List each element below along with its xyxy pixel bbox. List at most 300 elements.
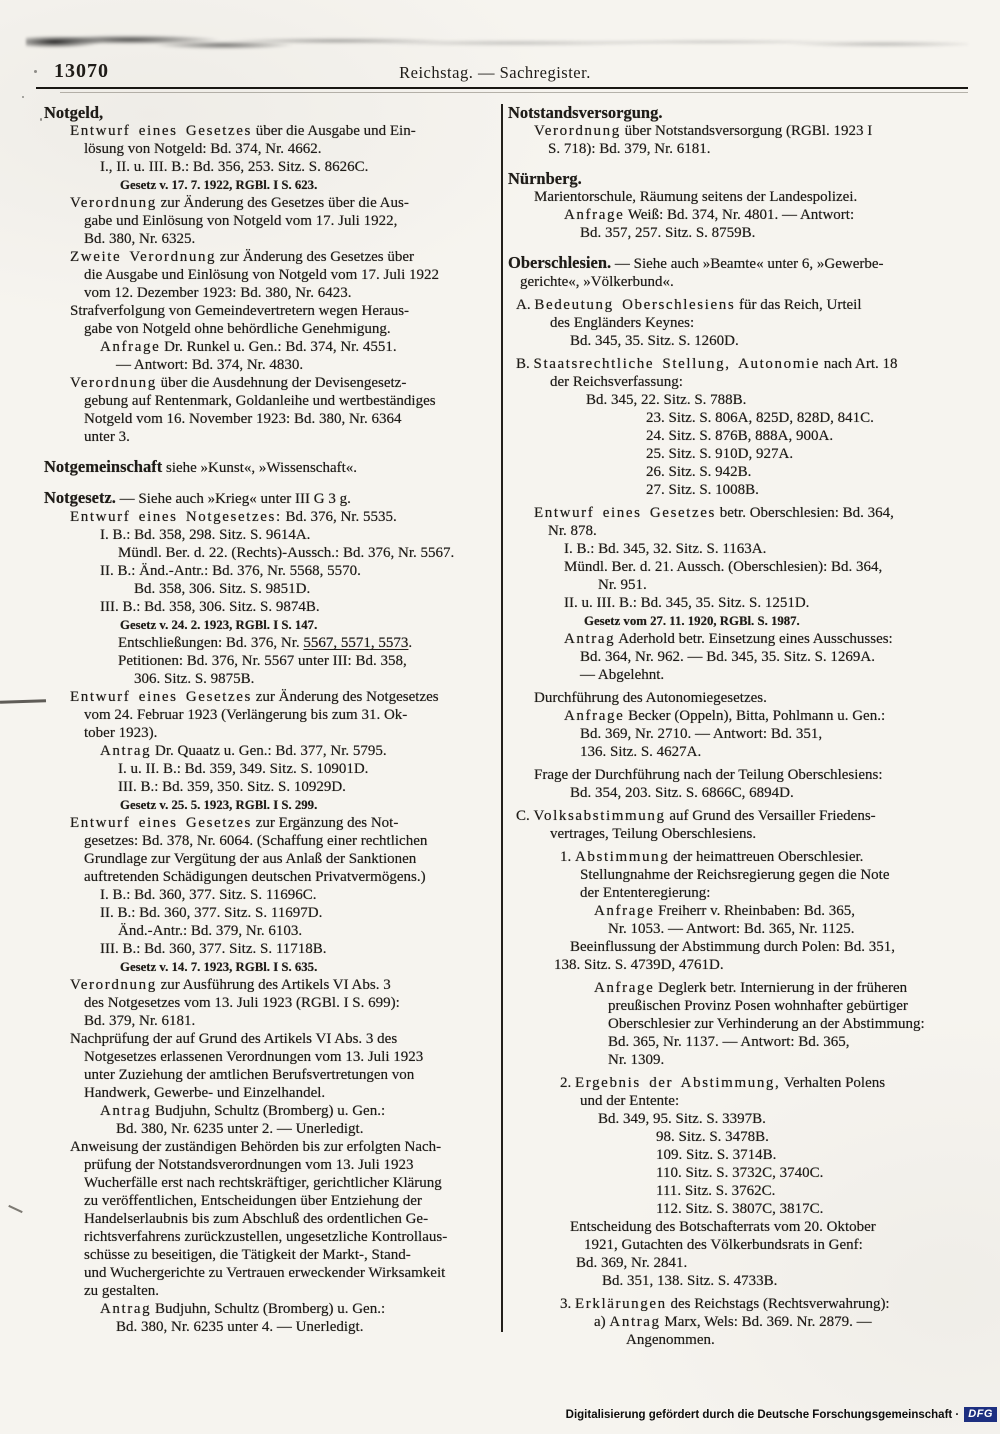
text-run: 1. (560, 849, 575, 865)
text-run: Bd. 365, Nr. 1137. — Antwort: Bd. 365, (608, 1034, 850, 1050)
index-line (608, 1051, 974, 1069)
index-line (580, 743, 974, 761)
index-line (548, 140, 974, 158)
index-line (84, 1012, 496, 1030)
index-line (580, 866, 974, 884)
text-run: Bd. 345, 35. Sitz. S. 1260D. (570, 333, 739, 349)
text-run: Notgeld, (44, 103, 104, 122)
text-run: Bd. 379, Nr. 6181. (84, 1013, 196, 1029)
text-run: tober 1923). (84, 725, 158, 741)
text-run: auf Grund des Versailler Friedens- (665, 808, 876, 824)
scan-artifact (8, 1205, 22, 1213)
text-run: siehe »Kunst«, »Wissenschaft«. (162, 460, 358, 476)
text-run: 3. (560, 1296, 575, 1312)
digitization-credit (566, 1407, 997, 1422)
text-run: Dr. Quaatz u. Gen.: Bd. 377, Nr. 5795. (151, 743, 387, 759)
index-line (70, 248, 496, 266)
text-run: Erklärungen (575, 1296, 667, 1312)
index-line (554, 956, 974, 974)
text-run: Bd. 369, Nr. 2710. — Antwort: Bd. 351, (580, 726, 823, 742)
text-run: Handwerk, Gewerbe- und Einzelhandel. (84, 1085, 326, 1101)
text-run: des Reichstags (Rechtsverwahrung): (666, 1296, 890, 1312)
index-line (656, 1128, 974, 1146)
text-run: Gesetz v. 25. 5. 1923, RGBl. I S. 299. (120, 798, 318, 812)
text-run: zu veröffentlichen, Entscheidungen über Entziehung der (84, 1193, 422, 1209)
text-run: Weiß: Bd. 374, Nr. 4801. — Antwort: (624, 207, 855, 223)
text-run: — Siehe auch »Krieg« unter III G 3 g. (115, 491, 351, 507)
index-line (586, 391, 974, 409)
index-line (118, 634, 496, 652)
index-line (646, 409, 974, 427)
text-run: zur Änderung des Gesetzes über die Aus- (156, 195, 409, 211)
text-run: 1921, Gutachten des Völkerbundsrats in Genf: (584, 1237, 863, 1253)
text-run: A. (516, 297, 535, 313)
text-run: prüfung der Notstandsverordnungen vom 13. Juli 1923 (84, 1157, 414, 1173)
index-line (84, 1282, 496, 1300)
text-run: Anweisung der zuständigen Behörden bis zur erfolgten Nach- (70, 1139, 442, 1155)
law-reference-line (120, 616, 496, 634)
text-run: a) (594, 1314, 610, 1330)
text-run: zur Ausführung des Artikels VI Abs. 3 (156, 977, 391, 993)
index-line (594, 1313, 974, 1331)
text-run: Entscheidung des Botschafterrats vom 20. Oktober (570, 1219, 876, 1235)
text-run: Notgesetz. (44, 488, 116, 507)
text-run: Anfrage (564, 207, 625, 223)
text-run: Entwurf eines Gesetzes (70, 815, 252, 831)
text-run: Anfrage (594, 980, 655, 996)
text-run: auftretenden Schädigungen deutschen Privatvermögens.) (84, 869, 426, 885)
index-line (534, 766, 974, 784)
index-line (608, 1033, 974, 1051)
index-line (84, 724, 496, 742)
index-line (100, 742, 496, 760)
text-run: der heimattreuen Oberschlesier. (669, 849, 864, 865)
text-run: Budjuhn, Schultz (Bromberg) u. Gen.: (151, 1103, 386, 1119)
index-line (580, 666, 974, 684)
index-line (100, 1300, 496, 1318)
text-run: Bd. 380, Nr. 6235 unter 4. — Unerledigt. (116, 1319, 364, 1335)
text-run: III. B.: Bd. 360, 377. Sitz. S. 11718B. (100, 941, 327, 957)
text-run: 24. Sitz. S. 876B, 888A, 900A. (646, 428, 834, 444)
index-line (84, 428, 496, 446)
index-line (534, 504, 974, 522)
text-run: Nachprüfung der auf Grund des Artikels VI Abs. 3 des (70, 1031, 398, 1047)
text-run: nach Art. 18 (820, 356, 898, 372)
text-run: Notgesetzes erlassenen Verordnungen vom 13. Juli 1923 (84, 1049, 424, 1065)
text-run: Becker (Oppeln), Bitta, Pohlmann u. Gen.: (624, 708, 886, 724)
text-run: Gesetz v. 14. 7. 1923, RGBl. I S. 635. (120, 960, 318, 974)
text-run: gerichte«, »Völkerbund«. (520, 274, 674, 290)
text-run: 112. Sitz. S. 3807C, 3817C. (656, 1201, 824, 1217)
index-line (646, 445, 974, 463)
text-run: 2. (560, 1075, 575, 1091)
index-line (656, 1200, 974, 1218)
text-run: zur Änderung des Gesetzes über (216, 249, 414, 265)
text-run: — Siehe auch »Beamte« unter 6, »Gewerbe- (611, 256, 884, 272)
index-line (116, 1120, 496, 1138)
index-line (100, 940, 496, 958)
text-run: unter Zuziehung der amtlichen Berufsvertretungen von (84, 1067, 415, 1083)
text-run: B. (516, 356, 534, 372)
text-run: Verordnung (70, 375, 157, 391)
index-line (602, 1272, 974, 1290)
index-line (134, 580, 496, 598)
index-line (570, 784, 974, 802)
text-run: betr. Oberschlesien: Bd. 364, (715, 505, 894, 521)
text-run: 136. Sitz. S. 4627A. (580, 744, 702, 760)
index-line (564, 558, 974, 576)
text-run: — Antwort: Bd. 374, Nr. 4830. (116, 357, 304, 373)
entry-heading (508, 170, 974, 188)
index-line (560, 848, 974, 866)
index-line (118, 544, 496, 562)
text-run: Verordnung (534, 123, 621, 139)
text-run: S. 718): Bd. 379, Nr. 6181. (548, 141, 711, 157)
entry-heading (44, 489, 496, 508)
entry-heading (508, 104, 974, 122)
text-run: Gesetz v. 24. 2. 1923, RGBl. I S. 147. (120, 618, 318, 632)
page-number: 13070 (54, 60, 109, 82)
index-line (100, 1102, 496, 1120)
index-line (656, 1164, 974, 1182)
text-run: Stellungnahme der Reichsregierung gegen die Note (580, 867, 890, 883)
index-line (116, 1318, 496, 1336)
index-line (84, 284, 496, 302)
text-run: Anfrage (594, 903, 655, 919)
index-line (570, 332, 974, 350)
index-line (116, 356, 496, 374)
index-line (70, 508, 496, 526)
index-columns (44, 104, 974, 1349)
text-run: Oberschlesier zur Verhinderung an der Abstimmung: (608, 1016, 925, 1032)
text-run: Marientorschule, Räumung seitens der Landespolizei. (534, 189, 858, 205)
text-run: Bd. 358, 306. Sitz. S. 9851D. (134, 581, 311, 597)
index-line (580, 884, 974, 902)
index-line (560, 1295, 974, 1313)
text-run: I. B.: Bd. 345, 32. Sitz. S. 1163A. (564, 541, 767, 557)
index-line (84, 266, 496, 284)
index-line (118, 652, 496, 670)
scan-artifact (22, 96, 24, 98)
text-run: 25. Sitz. S. 910D, 927A. (646, 446, 794, 462)
index-line (570, 1218, 974, 1236)
text-run: Gesetz vom 27. 11. 1920, RGBl. S. 1987. (584, 614, 800, 628)
column-divider (501, 104, 503, 1332)
index-line (580, 224, 974, 242)
text-run: Anfrage (564, 708, 625, 724)
text-run: und Wuchergerichte zu Vertrauen erweckender Wirksamkeit (84, 1265, 446, 1281)
text-run: I. u. II. B.: Bd. 359, 349. Sitz. S. 10901D. (118, 761, 369, 777)
index-line (70, 976, 496, 994)
text-run: Bd. 364, Nr. 962. — Bd. 345, 35. Sitz. S. 1269A. (580, 649, 876, 665)
index-line (84, 410, 496, 428)
index-line (84, 1210, 496, 1228)
law-reference-line (584, 612, 974, 630)
scan-artifact (0, 699, 46, 703)
text-run: vertrages, Teilung Oberschlesiens. (550, 826, 757, 842)
text-run: 23. Sitz. S. 806A, 825D, 828D, 841C. (646, 410, 874, 426)
index-line (84, 1246, 496, 1264)
text-run: Entwurf eines Gesetzes (70, 689, 252, 705)
index-line (520, 273, 974, 291)
index-line (548, 522, 974, 540)
index-line (564, 594, 974, 612)
text-run: Bd. 345, 22. Sitz. S. 788B. (586, 392, 747, 408)
index-line (580, 648, 974, 666)
index-line (100, 886, 496, 904)
text-run: Nr. 878. (548, 523, 597, 539)
index-line (570, 938, 974, 956)
index-line (84, 850, 496, 868)
text-run: vom 24. Februar 1923 (Verlängerung bis zum 31. Ok- (84, 707, 408, 723)
text-run: gebung auf Rentenmark, Goldanleihe und wertbeständiges (84, 393, 436, 409)
text-run: Durchführung des Autonomiegesetzes. (534, 690, 767, 706)
text-run: unter 3. (84, 429, 130, 445)
text-run: Zweite Verordnung (70, 249, 217, 265)
index-line (118, 922, 496, 940)
text-run: Marx, Wels: Bd. 369. Nr. 2879. — (660, 1314, 872, 1330)
text-run: richtsverfahrens zurückzustellen, ungesetzliche Kontrollaus- (84, 1229, 448, 1245)
index-line (534, 689, 974, 707)
text-run: über Notstandsversorgung (RGBl. 1923 I (620, 123, 873, 139)
text-run: — Abgelehnt. (580, 667, 665, 683)
law-reference-line (120, 958, 496, 976)
text-run: Angenommen. (626, 1332, 715, 1348)
text-run: Nr. 1053. — Antwort: Bd. 365, Nr. 1125. (608, 921, 855, 937)
text-run: 26. Sitz. S. 942B. (646, 464, 752, 480)
index-line (564, 707, 974, 725)
text-run: Ergebnis der Abstimmung, (575, 1075, 781, 1091)
text-run: des Engländers Keynes: (550, 315, 695, 331)
text-run: Nr. 951. (598, 577, 647, 593)
text-run: Bd. 349, 95. Sitz. S. 3397B. (598, 1111, 766, 1127)
index-line (84, 1084, 496, 1102)
text-run: Mündl. Ber. d. 21. Aussch. (Oberschlesien): Bd. 364, (564, 559, 883, 575)
text-run: Entwurf eines Gesetzes (534, 505, 716, 521)
scan-artifact (40, 118, 42, 121)
text-run: Volksabstimmung (533, 808, 666, 824)
index-line (580, 1092, 974, 1110)
index-line (580, 725, 974, 743)
text-run: zu gestalten. (84, 1283, 159, 1299)
text-run: gesetzes: Bd. 378, Nr. 6064. (Schaffung einer rechtlichen (84, 833, 428, 849)
text-run: Beeinflussung der Abstimmung durch Polen: Bd. 351, (570, 939, 895, 955)
text-run: II. u. III. B.: Bd. 345, 35. Sitz. S. 1251D. (564, 595, 810, 611)
index-line (100, 904, 496, 922)
index-line (646, 481, 974, 499)
index-line (84, 1174, 496, 1192)
text-run: Verhalten Polens (780, 1075, 886, 1091)
text-run: C. (516, 808, 534, 824)
text-run: I. B.: Bd. 360, 377. Sitz. S. 11696C. (100, 887, 317, 903)
index-line (84, 706, 496, 724)
text-run: preußischen Provinz Posen wohnhafter gebürtiger (608, 998, 908, 1014)
text-run: 110. Sitz. S. 3732C, 3740C. (656, 1165, 824, 1181)
text-run: Verordnung (70, 977, 157, 993)
index-line (646, 427, 974, 445)
index-line (84, 392, 496, 410)
text-run: 306. Sitz. S. 9875B. (134, 671, 255, 687)
text-run: . (408, 635, 413, 651)
text-run: zur Ergänzung des Not- (251, 815, 399, 831)
index-line (598, 1110, 974, 1128)
text-run: Aderhold betr. Einsetzung eines Ausschusses: (615, 631, 893, 647)
column-left (44, 104, 496, 1349)
text-run: Gesetz v. 17. 7. 1922, RGBl. I S. 623. (120, 178, 318, 192)
text-run: und der Entente: (580, 1093, 680, 1109)
text-run: Notgemeinschaft (44, 457, 163, 476)
dfg-logo: DFG (964, 1407, 997, 1422)
law-reference-line (120, 176, 496, 194)
text-run: gabe und Einlösung von Notgeld vom 17. Juli 1922, (84, 213, 398, 229)
text-run: gabe von Notgeld ohne behördliche Genehmigung. (84, 321, 391, 337)
index-line (516, 355, 974, 373)
text-run: Antrag (100, 1301, 152, 1317)
index-line (100, 598, 496, 616)
text-run: 109. Sitz. S. 3714B. (656, 1147, 777, 1163)
index-line (84, 1066, 496, 1084)
index-line (70, 302, 496, 320)
text-run: für das Reich, Urteil (735, 297, 862, 313)
text-run: lösung von Notgeld: Bd. 374, Nr. 4662. (84, 141, 322, 157)
index-line (608, 920, 974, 938)
text-run: Mündl. Ber. d. 22. (Rechts)-Aussch.: Bd. 376, Nr. 5567. (118, 545, 455, 561)
text-run: Entwurf eines Gesetzes (70, 123, 252, 139)
text-run: 98. Sitz. S. 3478B. (656, 1129, 769, 1145)
text-run: Frage der Durchführung nach der Teilung Oberschlesiens: (534, 767, 883, 783)
index-line (84, 140, 496, 158)
text-run: II. B.: Änd.-Antr.: Bd. 376, Nr. 5568, 5570. (100, 563, 361, 579)
text-run: Nürnberg. (508, 169, 582, 188)
index-line (70, 374, 496, 392)
text-run: Nr. 1309. (608, 1052, 665, 1068)
text-run: Wucherfälle erst nach rechtskräftiger, gerichtlicher Klärung (84, 1175, 442, 1191)
text-run: Verordnung (70, 195, 157, 211)
index-line (134, 670, 496, 688)
index-line (84, 1048, 496, 1066)
index-line (70, 1030, 496, 1048)
text-run: Antrag (100, 743, 152, 759)
text-run: Bd. 354, 203. Sitz. S. 6866C, 6894D. (570, 785, 794, 801)
index-line (100, 158, 496, 176)
text-run: Bd. 376, Nr. 5535. (281, 509, 397, 525)
index-line (70, 814, 496, 832)
text-run: zur Änderung des Notgesetzes (251, 689, 439, 705)
index-line (560, 1074, 974, 1092)
text-run: Antrag (564, 631, 616, 647)
index-line (516, 807, 974, 825)
text-run: schüsse zu beseitigen, die Tätigkeit der Markt-, Stand- (84, 1247, 411, 1263)
text-run: 27. Sitz. S. 1008B. (646, 482, 759, 498)
text-run: Grundlage zur Vergütung der aus Anlaß der Sanktionen (84, 851, 417, 867)
index-line (70, 1138, 496, 1156)
index-line (84, 868, 496, 886)
text-run: III. B.: Bd. 358, 306. Sitz. S. 9874B. (100, 599, 320, 615)
text-run: Antrag (100, 1103, 152, 1119)
header-rule (36, 87, 968, 89)
text-run: Anfrage (100, 339, 161, 355)
text-run: Notgeld vom 16. November 1923: Bd. 380, Nr. 6364 (84, 411, 402, 427)
index-line (70, 688, 496, 706)
text-run: Bd. 351, 138. Sitz. S. 4733B. (602, 1273, 778, 1289)
index-line (576, 1254, 974, 1272)
index-line (84, 1228, 496, 1246)
index-line (84, 320, 496, 338)
text-run: III. B.: Bd. 359, 350. Sitz. S. 10929D. (118, 779, 346, 795)
index-line (84, 1264, 496, 1282)
index-line (608, 1015, 974, 1033)
index-line (84, 1156, 496, 1174)
text-run: Staatsrechtliche Stellung, Autonomie (533, 356, 820, 372)
index-line (84, 230, 496, 248)
index-line (70, 194, 496, 212)
index-line (84, 832, 496, 850)
index-line (84, 212, 496, 230)
text-run: I., II. u. III. B.: Bd. 356, 253. Sitz. S. 8626C. (100, 159, 369, 175)
index-line (84, 994, 496, 1012)
index-line (70, 122, 496, 140)
index-line (608, 997, 974, 1015)
entry-heading (508, 254, 974, 273)
index-line (564, 630, 974, 648)
index-line (656, 1146, 974, 1164)
page-title: Reichstag. — Sachregister. (399, 63, 591, 82)
text-run: des Notgesetzes vom 13. Juli 1923 (RGBl. I S. 699): (84, 995, 400, 1011)
index-line (656, 1182, 974, 1200)
text-run: Entwurf eines Notgesetzes: (70, 509, 282, 525)
index-line (626, 1331, 974, 1349)
text-run: 111. Sitz. S. 3762C. (656, 1183, 776, 1199)
text-run: Entschließungen: Bd. 376, Nr. (118, 635, 304, 651)
index-line (100, 562, 496, 580)
text-run: Budjuhn, Schultz (Bromberg) u. Gen.: (151, 1301, 386, 1317)
text-run: Antrag (609, 1314, 661, 1330)
text-run: Freiherr v. Rheinbaben: Bd. 365, (654, 903, 855, 919)
index-line (550, 314, 974, 332)
index-line (594, 979, 974, 997)
text-run: Petitionen: Bd. 376, Nr. 5567 unter III: Bd. 358, (118, 653, 407, 669)
scan-artifact (26, 32, 968, 54)
index-line (118, 778, 496, 796)
index-line (550, 373, 974, 391)
credit-text: Digitalisierung gefördert durch die Deutsche Forschungsgemeinschaft · (565, 1408, 960, 1421)
text-run: die Ausgabe und Einlösung von Notgeld vom 17. Juli 1922 (84, 267, 439, 283)
entry-heading (44, 458, 496, 477)
text-run: Bd. 380, Nr. 6235 unter 2. — Unerledigt. (116, 1121, 364, 1137)
text-run: 5567, 5571, 5573 (303, 635, 409, 651)
text-run: der Reichsverfassung: (550, 374, 683, 390)
text-run: I. B.: Bd. 358, 298. Sitz. S. 9614A. (100, 527, 311, 543)
text-run: vom 12. Dezember 1923: Bd. 380, Nr. 6423. (84, 285, 352, 301)
index-line (100, 526, 496, 544)
index-line (584, 1236, 974, 1254)
text-run: Bd. 369, Nr. 2841. (576, 1255, 688, 1271)
text-run: Oberschlesien. (508, 253, 612, 272)
index-line (84, 1192, 496, 1210)
index-line (534, 188, 974, 206)
text-run: Bd. 357, 257. Sitz. S. 8759B. (580, 225, 756, 241)
index-line (118, 760, 496, 778)
index-line (100, 338, 496, 356)
column-right (508, 104, 974, 1349)
text-run: II. B.: Bd. 360, 377. Sitz. S. 11697D. (100, 905, 323, 921)
text-run: Änd.-Antr.: Bd. 379, Nr. 6103. (118, 923, 303, 939)
index-line (516, 296, 974, 314)
text-run: 138. Sitz. S. 4739D, 4761D. (554, 957, 724, 973)
text-run: Abstimmung (575, 849, 670, 865)
text-run: über die Ausgabe und Ein- (251, 123, 416, 139)
text-run: Deglerk betr. Internierung in der früheren (654, 980, 908, 996)
